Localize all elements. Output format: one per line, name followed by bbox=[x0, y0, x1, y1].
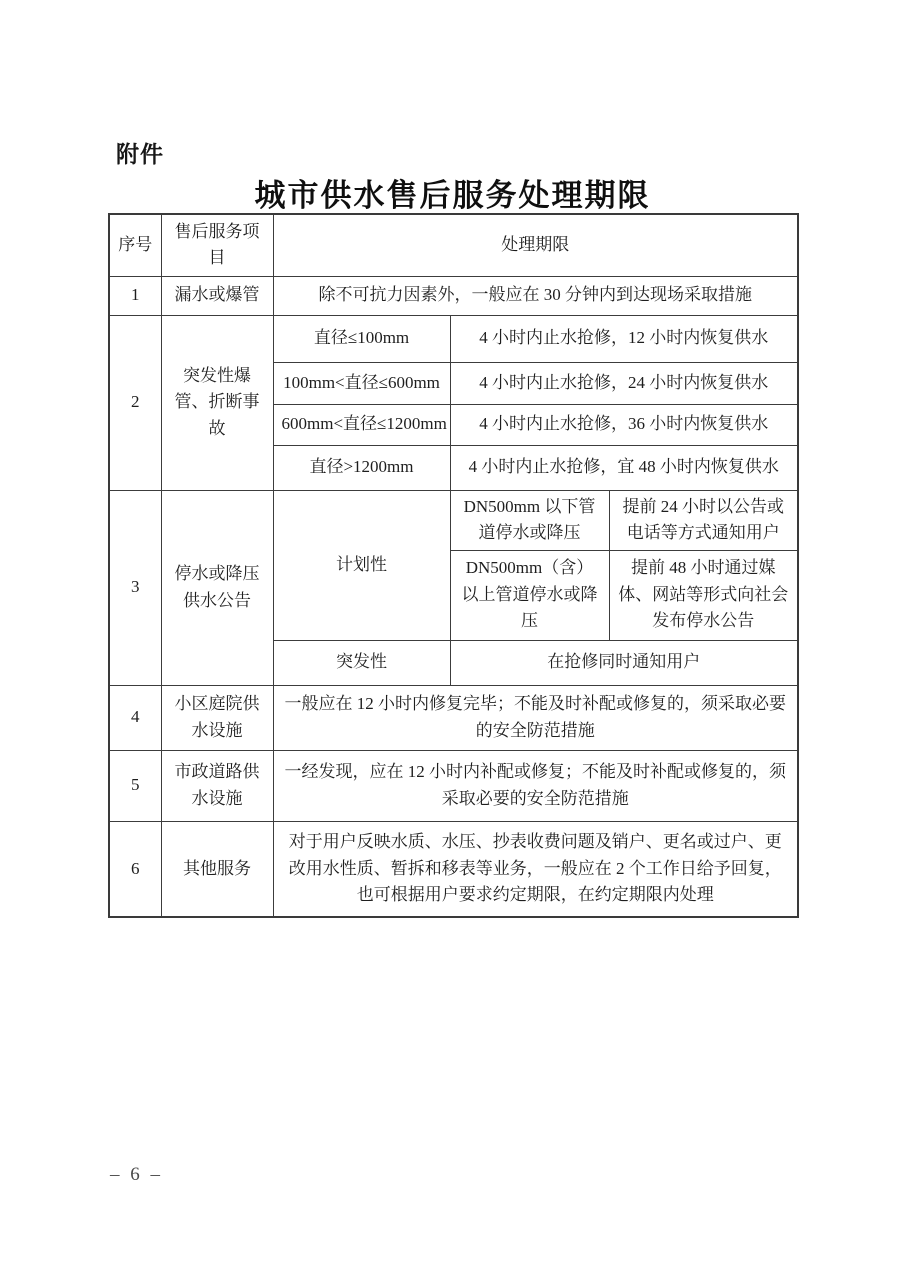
table-row-2a bbox=[109, 315, 798, 362]
row2-deadline-2: 4 小时内止水抢修，24 小时内恢复供水 bbox=[450, 362, 798, 404]
row4-deadline: 一般应在 12 小时内修复完毕；不能及时补配或修复的，须采取必要的安全防范措施 bbox=[273, 685, 798, 750]
table-row-4 bbox=[109, 685, 798, 750]
row2-number: 2 bbox=[109, 315, 161, 490]
table-row-1 bbox=[109, 276, 798, 315]
row1-item: 漏水或爆管 bbox=[161, 276, 273, 315]
row5-deadline: 一经发现，应在 12 小时内补配或修复；不能及时补配或修复的，须采取必要的安全防范措施 bbox=[273, 750, 798, 821]
row6-deadline: 对于用户反映水质、水压、抄表收费问题及销户、更名或过户、更改用水性质、暂拆和移表等业务，一般应在 2 个工作日给予回复，也可根据用户要求约定期限，在约定期限内处理 bbox=[273, 821, 798, 917]
row2-condition-1: 直径≤100mm bbox=[273, 315, 450, 362]
page-number: – 6 – bbox=[110, 1164, 163, 1185]
row5-item: 市政道路供水设施 bbox=[161, 750, 273, 821]
table-row-6 bbox=[109, 821, 798, 917]
row3-sudden-notice: 在抢修同时通知用户 bbox=[450, 640, 798, 685]
row1-number: 1 bbox=[109, 276, 161, 315]
service-deadline-table bbox=[108, 213, 799, 918]
header-service-item: 售后服务项目 bbox=[161, 214, 273, 276]
table-row-5 bbox=[109, 750, 798, 821]
row2-condition-3: 600mm<直径≤1200mm bbox=[273, 404, 450, 445]
row3-scope-2: DN500mm（含）以上管道停水或降压 bbox=[450, 550, 609, 640]
row4-number: 4 bbox=[109, 685, 161, 750]
row1-deadline: 除不可抗力因素外，一般应在 30 分钟内到达现场采取措施 bbox=[273, 276, 798, 315]
row6-number: 6 bbox=[109, 821, 161, 917]
page-title: 城市供水售后服务处理期限 bbox=[254, 178, 651, 213]
row2-deadline-3: 4 小时内止水抢修，36 小时内恢复供水 bbox=[450, 404, 798, 445]
header-deadline: 处理期限 bbox=[273, 214, 798, 276]
table-row-3a bbox=[109, 490, 798, 550]
row3-scope-1: DN500mm 以下管道停水或降压 bbox=[450, 490, 609, 550]
row3-number: 3 bbox=[109, 490, 161, 685]
row2-item: 突发性爆管、折断事故 bbox=[161, 315, 273, 490]
row3-item: 停水或降压供水公告 bbox=[161, 490, 273, 685]
row3-planned-label: 计划性 bbox=[273, 490, 450, 640]
row5-number: 5 bbox=[109, 750, 161, 821]
row2-condition-2: 100mm<直径≤600mm bbox=[273, 362, 450, 404]
row6-item: 其他服务 bbox=[161, 821, 273, 917]
row2-deadline-1: 4 小时内止水抢修，12 小时内恢复供水 bbox=[450, 315, 798, 362]
row3-sudden-label: 突发性 bbox=[273, 640, 450, 685]
table-header-row bbox=[109, 214, 798, 276]
header-no: 序号 bbox=[109, 214, 161, 276]
row2-deadline-4: 4 小时内止水抢修，宜 48 小时内恢复供水 bbox=[450, 445, 798, 490]
attachment-label: 附件 bbox=[116, 141, 164, 167]
row4-item: 小区庭院供水设施 bbox=[161, 685, 273, 750]
row3-notice-2: 提前 48 小时通过媒体、网站等形式向社会发布停水公告 bbox=[609, 550, 798, 640]
row2-condition-4: 直径>1200mm bbox=[273, 445, 450, 490]
row3-notice-1: 提前 24 小时以公告或电话等方式通知用户 bbox=[609, 490, 798, 550]
